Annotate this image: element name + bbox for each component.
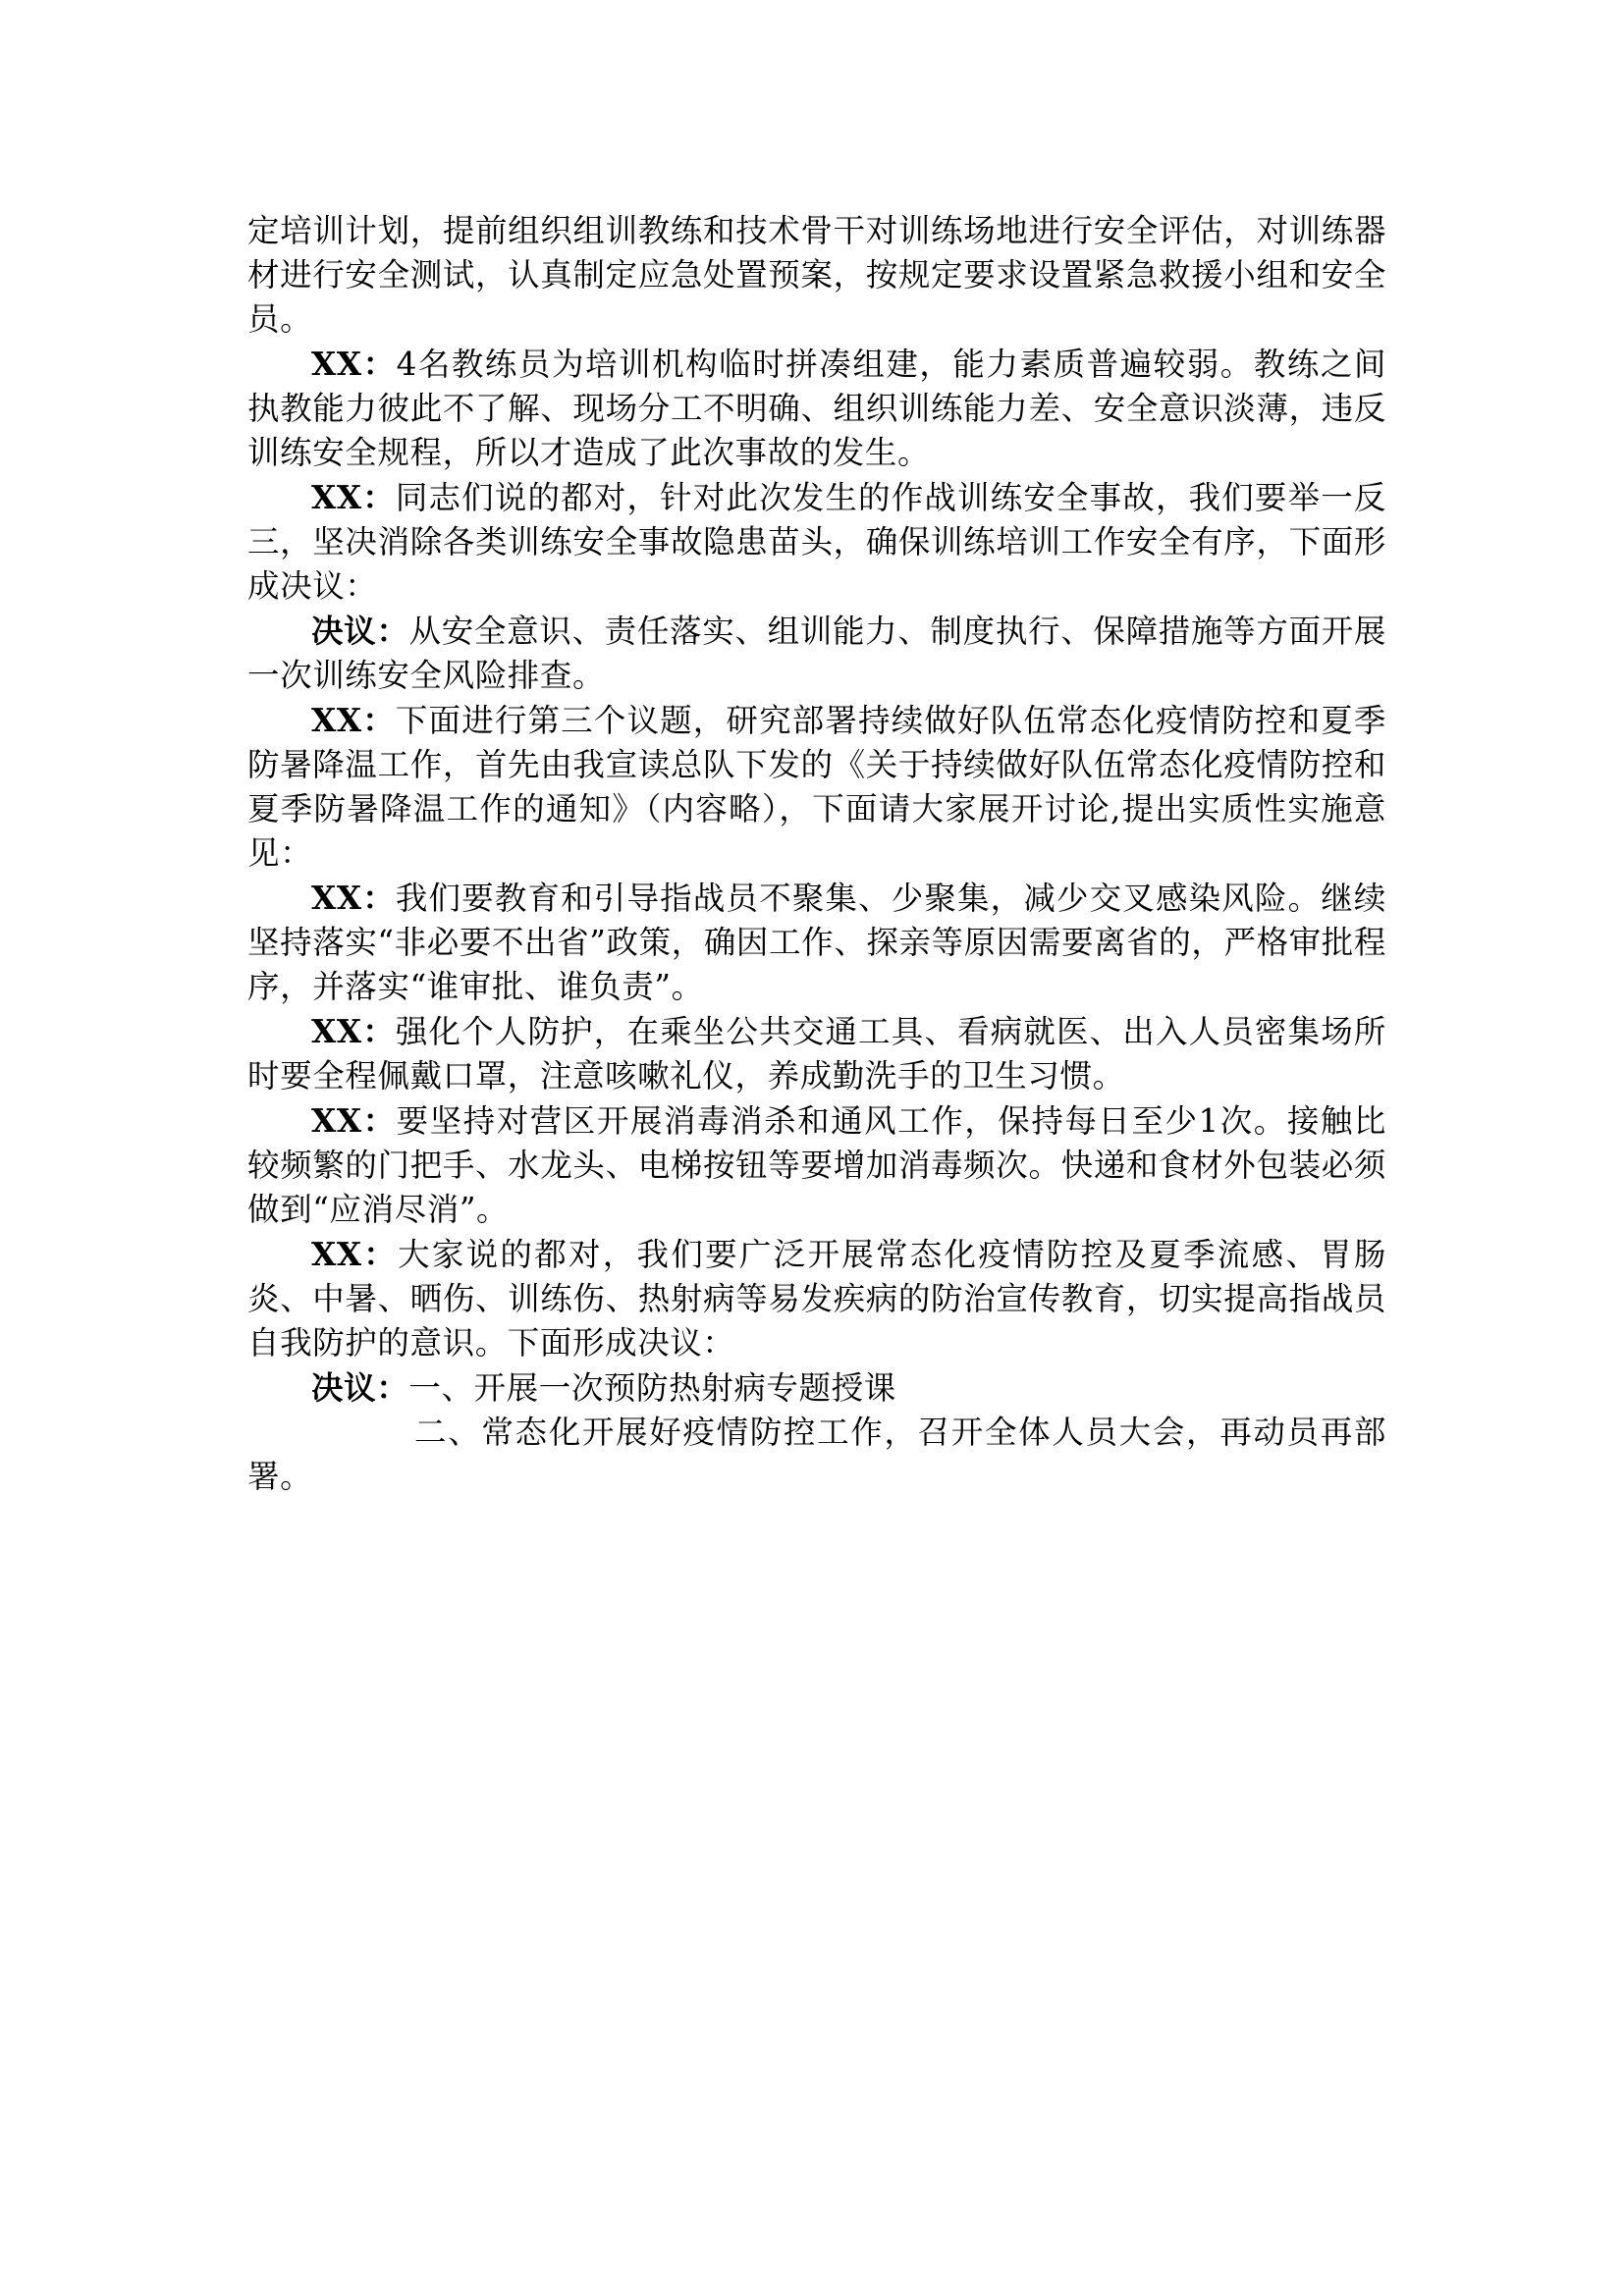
paragraph-text: 要坚持对营区开展消毒消杀和通风工作，保持每日至少1次。接触比较频繁的门把手、水龙头、电梯按钮等要增加消毒频次。快递和食材外包装必须做到“应消尽消”。 [247,1102,1386,1228]
speaker-label: XX： [311,345,397,383]
speech-paragraph [247,475,1386,609]
paragraph-text: 一、开展一次预防热射病专题授课 [408,1369,896,1407]
resolution-subitem [247,1411,1386,1499]
speech-paragraph [247,698,1386,876]
paragraph-continuation [247,209,1386,342]
speech-paragraph [247,1232,1386,1365]
speech-paragraph [247,342,1386,475]
paragraph-text: 大家说的都对，我们要广泛开展常态化疫情防控及夏季流感、胃肠炎、中暑、晒伤、训练伤、热射病等易发疾病的防治宣传教育，切实提高指战员自我防护的意识。下面形成决议： [247,1236,1386,1362]
paragraph-text: 同志们说的都对，针对此次发生的作战训练安全事故，我们要举一反三，坚决消除各类训练安全事故隐患苗头，确保训练培训工作安全有序，下面形成决议： [247,479,1386,605]
speech-paragraph [247,1098,1386,1232]
paragraph-text: 下面进行第三个议题，研究部署持续做好队伍常态化疫情防控和夏季防暑降温工作，首先由我宣读总队下发的《关于持续做好队伍常态化疫情防控和夏季防暑降温工作的通知》（内容略），下面请大家展开讨论,提出实质性实施意见： [247,702,1386,872]
speaker-label: XX： [311,879,396,917]
document-body [247,209,1386,1499]
resolution-paragraph [247,1365,1386,1411]
paragraph-text: 二、常态化开展好疫情防控工作，召开全体人员大会，再动员再部署。 [247,1414,1386,1495]
resolution-label: 决议： [311,1368,409,1407]
paragraph-text: 4名教练员为培训机构临时拼凑组建，能力素质普遍较弱。教练之间执教能力彼此不了解、现场分工不明确、组织训练能力差、安全意识淡薄，违反训练安全规程，所以才造成了此次事故的发生。 [247,346,1386,471]
speaker-label: XX： [311,478,396,516]
speaker-label: XX： [311,1235,399,1273]
resolution-paragraph [247,609,1386,698]
speech-paragraph [247,876,1386,1009]
resolution-label: 决议： [311,612,409,650]
speaker-label: XX： [311,701,396,739]
speaker-label: XX： [311,1012,396,1050]
paragraph-text: 定培训计划，提前组织组训教练和技术骨干对训练场地进行安全评估，对训练器材进行安全测试，认真制定应急处置预案，按规定要求设置紧急救援小组和安全员。 [247,212,1386,338]
speech-paragraph [247,1009,1386,1098]
paragraph-text: 强化个人防护，在乘坐公共交通工具、看病就医、出入人员密集场所时要全程佩戴口罩，注意咳嗽礼仪，养成勤洗手的卫生习惯。 [247,1013,1386,1095]
paragraph-text: 从安全意识、责任落实、组训能力、制度执行、保障措施等方面开展一次训练安全风险排查。 [247,613,1386,694]
speaker-label: XX： [311,1101,397,1140]
paragraph-text: 我们要教育和引导指战员不聚集、少聚集，减少交叉感染风险。继续坚持落实“非必要不出省”政策，确因工作、探亲等原因需要离省的，严格审批程序，并落实“谁审批、谁负责”。 [247,880,1386,1005]
